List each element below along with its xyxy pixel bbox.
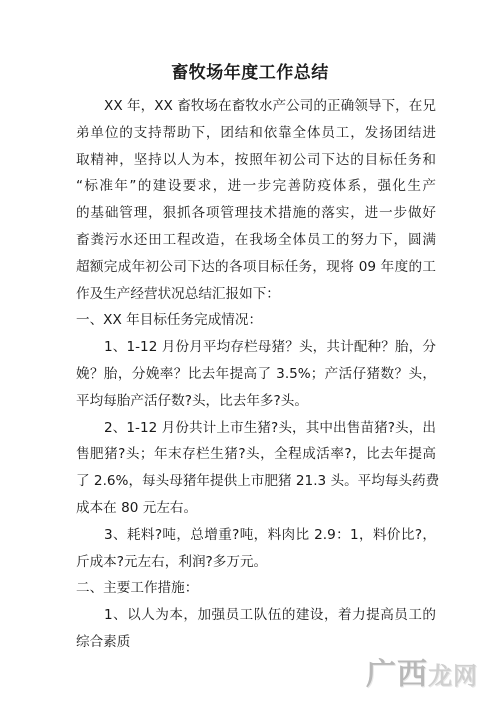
paragraph-line: 一、XX 年目标任务完成情况：	[76, 312, 263, 329]
watermark-part2: 龙网	[428, 661, 478, 690]
paragraph-line: 二、主要工作措施：	[76, 580, 199, 597]
paragraph-line: 综合素质	[76, 633, 131, 650]
paragraph-line: 超额完成年初公司下达的各项目标任务，现将 09 年度的工	[76, 258, 436, 275]
paragraph-line: 平均每胎产活仔数?头，比去年多?头。	[76, 392, 308, 409]
paragraph-line: “标准年”的建设要求，进一步完善防疫体系，强化生产	[76, 178, 436, 195]
paragraph-line: 3、耗料?吨，总增重?吨，料肉比 2.9：1，料价比?，	[104, 526, 436, 543]
paragraph-line: 取精神，坚持以人为本，按照年初公司下达的目标任务和	[76, 151, 436, 168]
paragraph-line: 的基础管理，狠抓各项管理技术措施的落实，进一步做好	[76, 205, 436, 222]
paragraph-line: 成本在 80 元左右。	[76, 499, 198, 516]
paragraph-line: 畜粪污水还田工程改造，在我场全体员工的努力下，圆满	[76, 231, 436, 248]
paragraph-line: 斤成本?元左右，利润?多万元。	[76, 553, 268, 570]
paragraph-line: 售肥猪?头；年末存栏生猪?头，全程成活率?，比去年提高	[76, 446, 436, 463]
site-watermark	[366, 649, 478, 693]
paragraph-line: 1、以人为本，加强员工队伍的建设，着力提高员工的	[104, 607, 436, 624]
paragraph-line: 作及生产经营状况总结汇报如下：	[76, 285, 280, 302]
paragraph-line: 娩？胎，分娩率？比去年提高了 3.5%；产活仔猪数？头，	[76, 365, 436, 382]
paragraph-line: 2、1-12 月份共计上市生猪?头，其中出售苗猪?头，出	[104, 419, 436, 436]
document-body	[76, 93, 440, 656]
paragraph-line: XX 年，XX 畜牧场在畜牧水产公司的正确领导下，在兄	[104, 98, 436, 114]
paragraph-line: 了 2.6%，每头母猪年提供上市肥猪 21.3 头。平均每头药费	[76, 473, 440, 490]
paragraph-line: 弟单位的支持帮助下，团结和依靠全体员工，发扬团结进	[76, 124, 436, 141]
watermark-part1: 广西	[366, 657, 428, 692]
document-title: 畜牧场年度工作总结	[171, 63, 329, 83]
paragraph-line: 1、1-12 月份月平均存栏母猪？头，共计配种？胎，分	[104, 339, 436, 356]
